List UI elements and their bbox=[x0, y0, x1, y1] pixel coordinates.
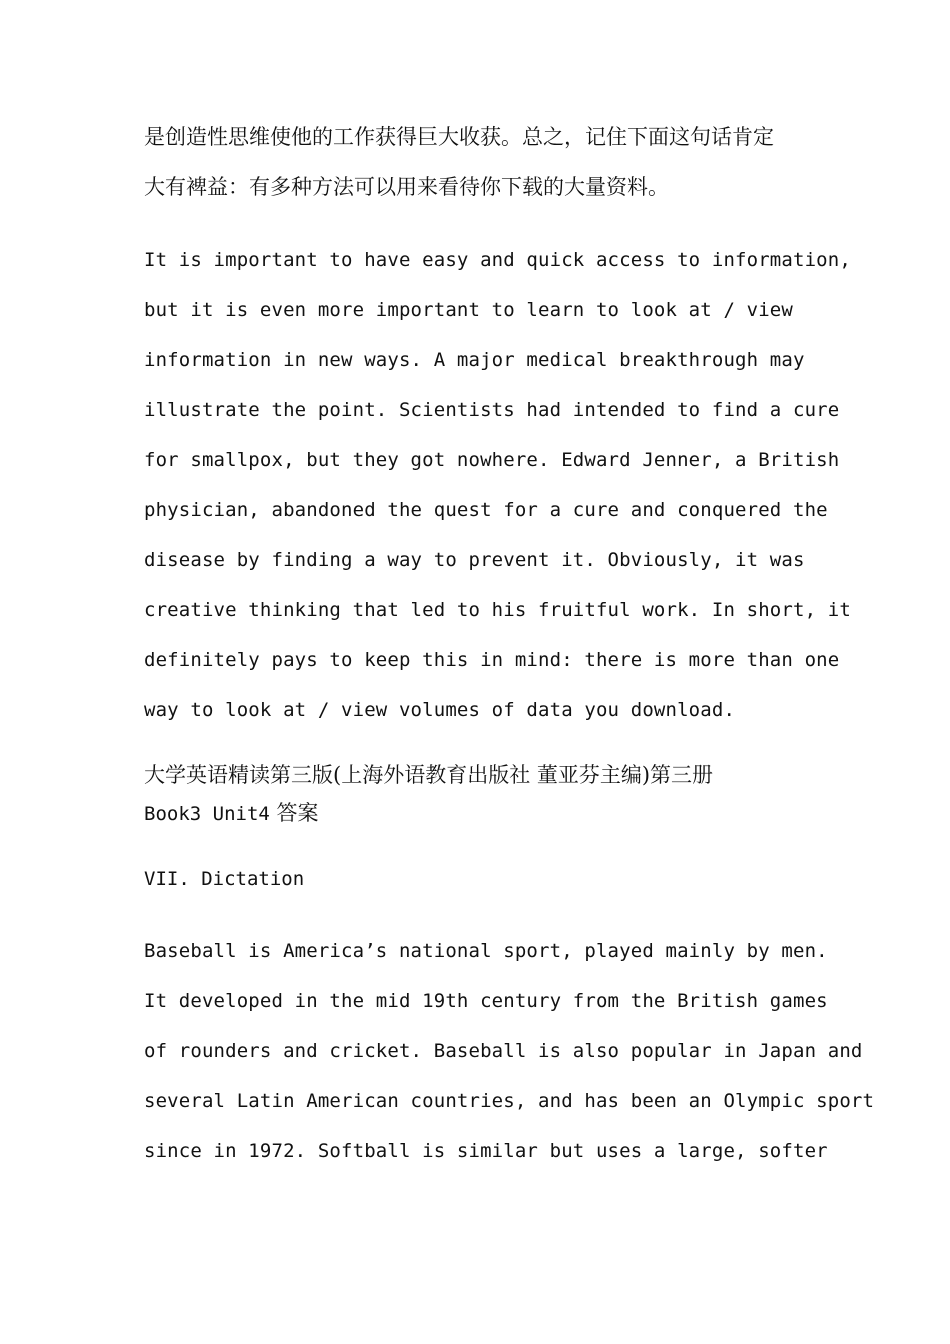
text-line: 是创造性思维使他的工作获得巨大收获。总之，记住下面这句话肯定 bbox=[144, 125, 774, 149]
text-line: definitely pays to keep this in mind: there is more than one bbox=[144, 649, 840, 671]
section-title bbox=[144, 756, 806, 833]
dictation-heading: VII. Dictation bbox=[144, 868, 305, 890]
text-line: since in 1972. Softball is similar but uses a large, softer bbox=[144, 1140, 828, 1162]
english-translation-paragraph bbox=[144, 235, 851, 735]
text-line: several Latin American countries, and has been an Olympic sport bbox=[144, 1090, 875, 1112]
text-line: It developed in the mid 19th century from the British games bbox=[144, 990, 828, 1012]
dictation-paragraph bbox=[144, 926, 875, 1176]
section-title-line-2 bbox=[144, 794, 806, 833]
text-line: information in new ways. A major medical breakthrough may bbox=[144, 349, 805, 371]
document-page bbox=[144, 112, 875, 1176]
text-line: way to look at / view volumes of data you download. bbox=[144, 699, 736, 721]
text-line: for smallpox, but they got nowhere. Edward Jenner, a British bbox=[144, 449, 840, 471]
chinese-translation-paragraph bbox=[144, 112, 806, 212]
text-line: physician, abandoned the quest for a cure and conquered the bbox=[144, 499, 828, 521]
text-line: disease by finding a way to prevent it. Obviously, it was bbox=[144, 549, 805, 571]
text-line: illustrate the point. Scientists had intended to find a cure bbox=[144, 399, 840, 421]
text-line: but it is even more important to learn to look at / view bbox=[144, 299, 793, 321]
section-title-line-1: 大学英语精读第三版(上海外语教育出版社 董亚芬主编)第三册 bbox=[144, 763, 714, 787]
text-line: 大有裨益：有多种方法可以用来看待你下载的大量资料。 bbox=[144, 175, 669, 199]
section-title-book-unit: Book3 Unit4 bbox=[144, 803, 270, 825]
text-line: creative thinking that led to his fruitful work. In short, it bbox=[144, 599, 851, 621]
section-title-answers: 答案 bbox=[269, 801, 319, 825]
text-line: It is important to have easy and quick access to information, bbox=[144, 249, 851, 271]
text-line: of rounders and cricket. Baseball is also popular in Japan and bbox=[144, 1040, 863, 1062]
text-line: Baseball is America’s national sport, played mainly by men. bbox=[144, 940, 828, 962]
